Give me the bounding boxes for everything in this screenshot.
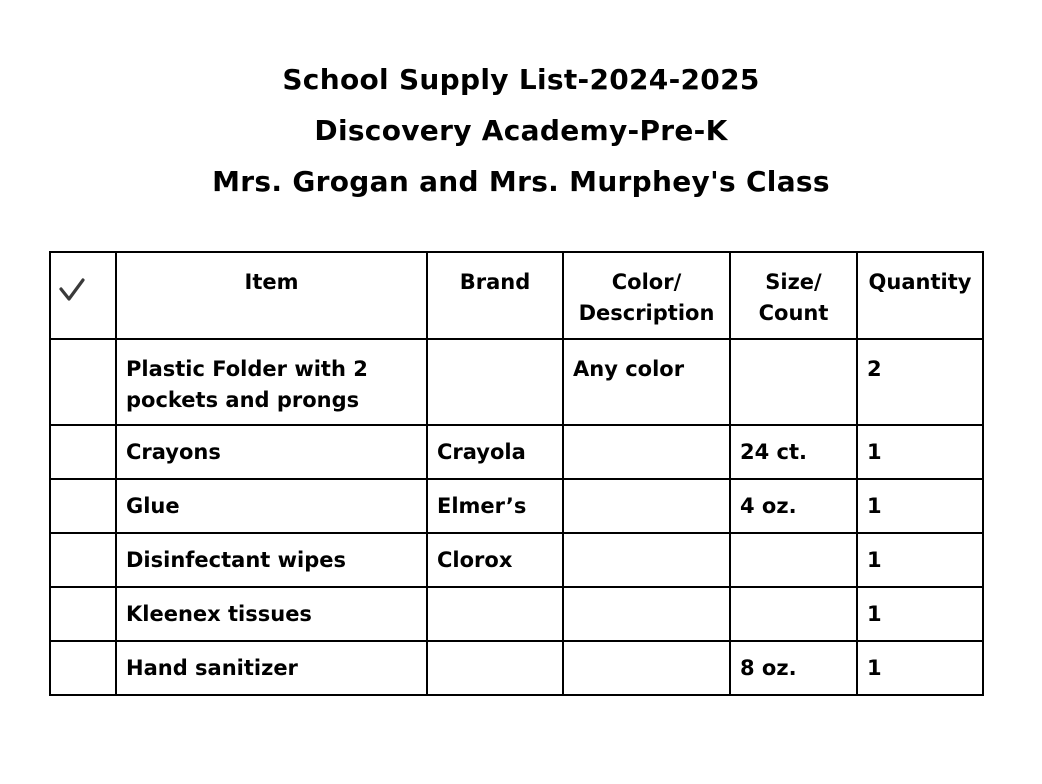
check-cell[interactable] — [50, 425, 116, 479]
header-brand: Brand — [427, 252, 563, 339]
quantity-cell: 1 — [857, 641, 983, 695]
header-item: Item — [116, 252, 427, 339]
document-header — [0, 54, 1042, 207]
item-cell: Crayons — [116, 425, 427, 479]
size-cell: 24 ct. — [730, 425, 857, 479]
checkmark-icon — [59, 277, 85, 303]
brand-cell — [427, 641, 563, 695]
class-name: Mrs. Grogan and Mrs. Murphey's Class — [212, 165, 830, 198]
item-cell: Disinfectant wipes — [116, 533, 427, 587]
table-row — [50, 339, 983, 425]
header-color: Color/ Description — [563, 252, 730, 339]
check-cell[interactable] — [50, 641, 116, 695]
quantity-cell: 1 — [857, 479, 983, 533]
color-cell — [563, 425, 730, 479]
list-title: School Supply List-2024-2025 — [282, 63, 760, 96]
brand-cell — [427, 587, 563, 641]
color-cell — [563, 479, 730, 533]
header-check — [50, 252, 116, 339]
color-cell — [563, 641, 730, 695]
check-cell[interactable] — [50, 587, 116, 641]
item-cell: Glue — [116, 479, 427, 533]
item-cell: Kleenex tissues — [116, 587, 427, 641]
color-cell — [563, 533, 730, 587]
item-cell: Hand sanitizer — [116, 641, 427, 695]
color-cell: Any color — [563, 339, 730, 425]
check-cell[interactable] — [50, 533, 116, 587]
table-header-row — [50, 252, 983, 339]
size-cell — [730, 339, 857, 425]
table-row — [50, 641, 983, 695]
table-row — [50, 479, 983, 533]
table-row — [50, 425, 983, 479]
brand-cell: Elmer’s — [427, 479, 563, 533]
quantity-cell: 1 — [857, 533, 983, 587]
table-row — [50, 533, 983, 587]
item-cell: Plastic Folder with 2 pockets and prongs — [116, 339, 427, 425]
brand-cell: Clorox — [427, 533, 563, 587]
size-cell — [730, 587, 857, 641]
check-cell[interactable] — [50, 339, 116, 425]
table-row — [50, 587, 983, 641]
header-quantity: Quantity — [857, 252, 983, 339]
brand-cell: Crayola — [427, 425, 563, 479]
header-size: Size/ Count — [730, 252, 857, 339]
school-name: Discovery Academy-Pre-K — [314, 114, 728, 147]
check-cell[interactable] — [50, 479, 116, 533]
brand-cell — [427, 339, 563, 425]
quantity-cell: 1 — [857, 587, 983, 641]
quantity-cell: 2 — [857, 339, 983, 425]
size-cell: 4 oz. — [730, 479, 857, 533]
quantity-cell: 1 — [857, 425, 983, 479]
size-cell — [730, 533, 857, 587]
size-cell: 8 oz. — [730, 641, 857, 695]
supply-table — [49, 251, 984, 696]
color-cell — [563, 587, 730, 641]
